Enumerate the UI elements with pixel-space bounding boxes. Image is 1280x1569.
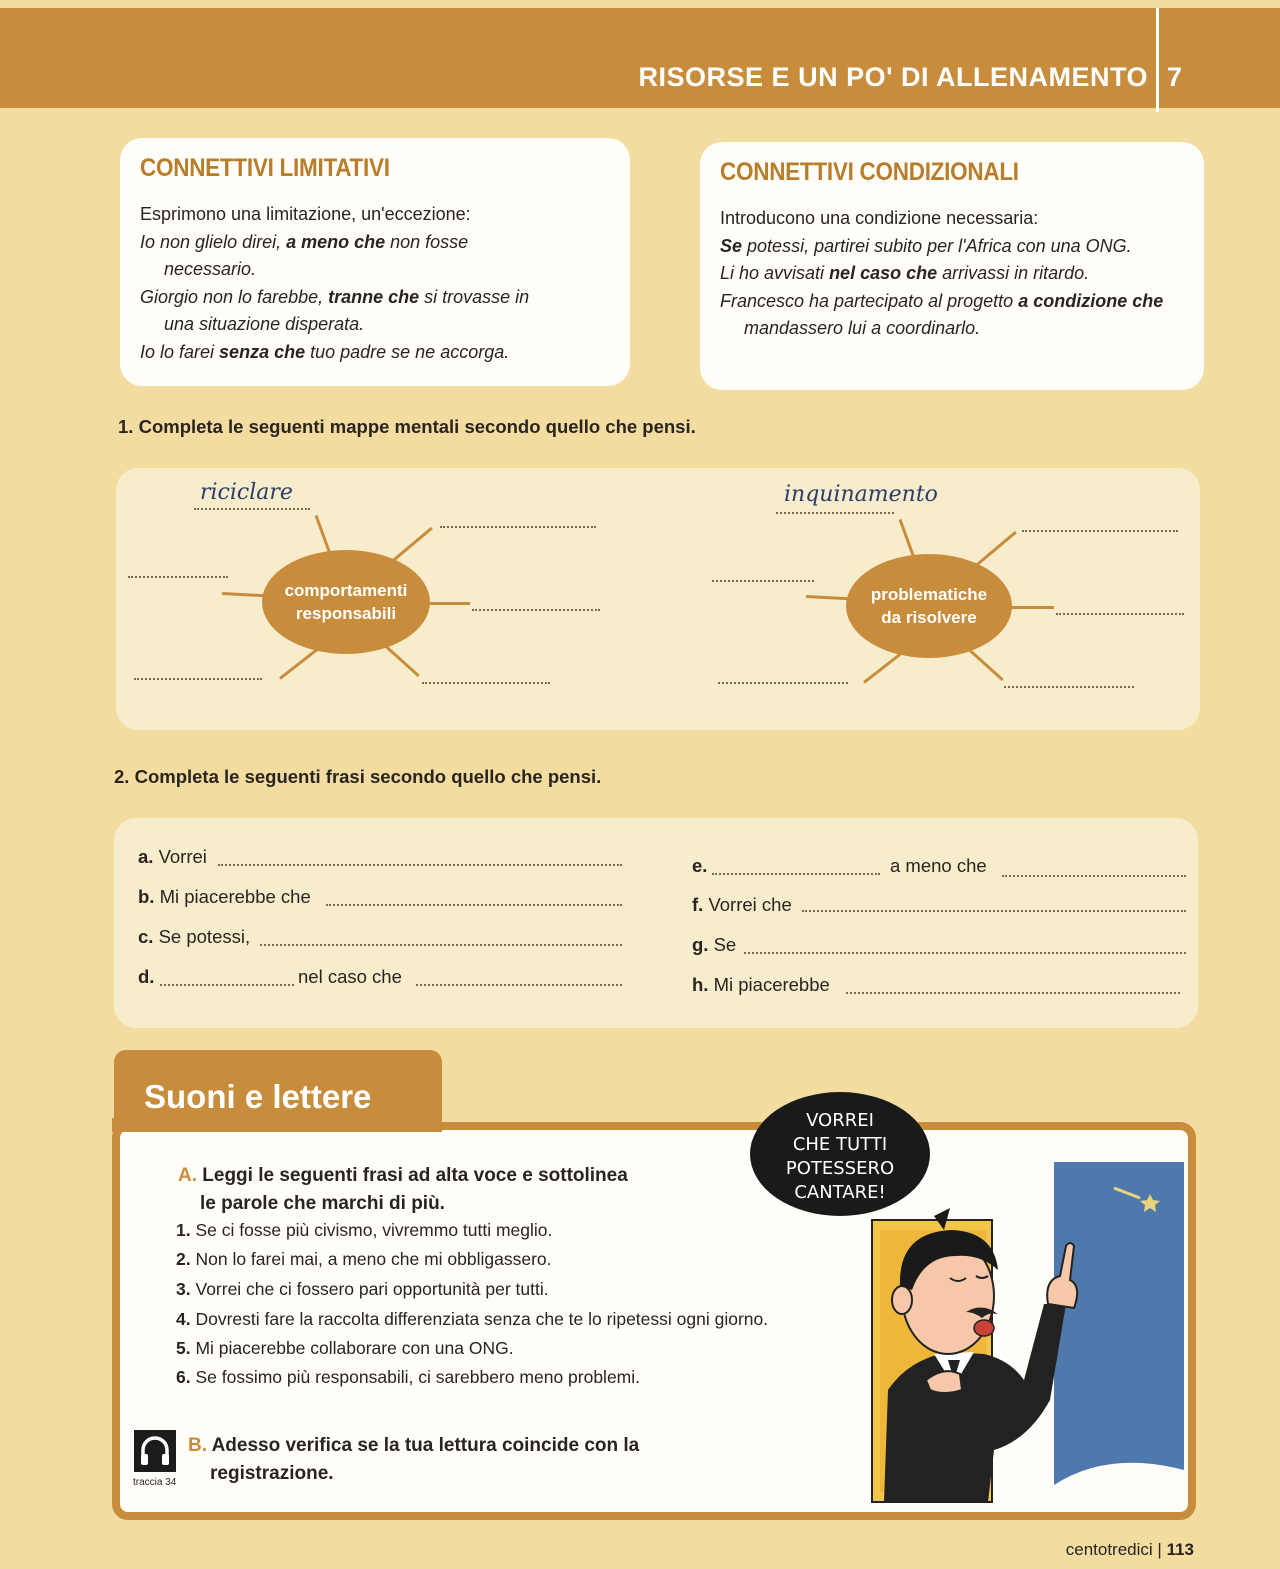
bubble-line: CANTARE!: [794, 1182, 886, 1203]
answer-line[interactable]: [416, 984, 622, 986]
answer-line[interactable]: [1056, 613, 1184, 615]
box-body: [720, 205, 1184, 343]
box-connettivi-limitativi: [120, 138, 630, 386]
box-intro: Esprimono una limitazione, un'eccezione:: [140, 204, 471, 224]
page-footer: centotredici | 113: [1065, 1540, 1194, 1559]
answer-line[interactable]: [802, 910, 1186, 912]
bubble-line: VORREI: [806, 1110, 874, 1131]
example-line: Francesco ha partecipato al progetto a condizione che: [720, 290, 1164, 311]
unit-number: 7: [1167, 62, 1183, 92]
box-title: CONNETTIVI LIMITATIVI: [140, 154, 390, 182]
sentence-connector: nel caso che: [298, 966, 402, 987]
answer-line[interactable]: [134, 678, 262, 680]
answer-line[interactable]: [776, 512, 894, 514]
sentence-item: e.: [692, 855, 708, 876]
answer-line[interactable]: [194, 508, 310, 510]
example-line: Io lo farei senza che tuo padre se ne accorga.: [140, 341, 510, 362]
section-title: RISORSE E UN PO' DI ALLENAMENTO: [638, 62, 1148, 92]
sentence-connector: a meno che: [890, 855, 987, 876]
list-item: 3. Vorrei che ci fossero pari opportunità per tutti.: [176, 1279, 549, 1299]
example-line: Se potessi, partirei subito per l'Africa con una ONG.: [720, 235, 1132, 256]
box-intro: Introducono una condizione necessaria:: [720, 208, 1039, 228]
exercise-2-heading: 2. Completa le seguenti frasi secondo quello che pensi.: [114, 766, 602, 787]
instruction-a: A. Leggi le seguenti frasi ad alta voce e sottolinea le parole che marchi di più.: [178, 1165, 628, 1214]
sentence-item: h. Mi piacerebbe: [692, 974, 830, 995]
list-item: 4. Dovresti fare la raccolta differenziata senza che te lo ripetessi ogni giorno.: [176, 1309, 769, 1329]
map-center-node: comportamenti responsabili: [262, 550, 430, 654]
bubble-line: POTESSERO: [785, 1158, 895, 1179]
example-line: una situazione disperata.: [164, 314, 365, 334]
answer-line[interactable]: [1004, 686, 1134, 688]
answer-line[interactable]: [846, 992, 1180, 994]
box-connettivi-condizionali: [700, 142, 1204, 390]
bubble-line: CHE TUTTI: [792, 1134, 888, 1155]
exercise-1-heading: 1. Completa le seguenti mappe mentali secondo quello che pensi.: [118, 416, 696, 437]
answer-line[interactable]: [160, 984, 294, 986]
answer-line[interactable]: [712, 580, 814, 582]
sentences-panel: [114, 818, 1198, 1028]
answer-line[interactable]: [128, 576, 228, 578]
list-item: 2. Non lo farei mai, a meno che mi obbligassero.: [176, 1249, 552, 1269]
answer-line[interactable]: [260, 944, 622, 946]
box-title: CONNETTIVI CONDIZIONALI: [720, 158, 1019, 186]
answer-line[interactable]: [1002, 875, 1186, 877]
example-line: Io non glielo direi, a meno che non fosse: [140, 231, 469, 252]
list-item: 6. Se fossimo più responsabili, ci sarebbero meno problemi.: [176, 1367, 641, 1387]
answer-line[interactable]: [440, 526, 596, 528]
header-band: [0, 8, 1280, 108]
example-line: mandassero lui a coordinarlo.: [744, 318, 981, 338]
sentence-item: d.: [138, 966, 155, 987]
sentence-item: b. Mi piacerebbe che: [138, 886, 311, 907]
handwritten-answer: riciclare: [200, 480, 293, 505]
sentence-item: g. Se: [692, 934, 737, 955]
handwritten-answer: inquinamento: [784, 482, 938, 507]
map-center-node: problematiche da risolvere: [846, 554, 1012, 658]
answer-line[interactable]: [712, 873, 880, 875]
example-line: Giorgio non lo farebbe, tranne che si trovasse in: [140, 286, 530, 307]
sentence-item: a. Vorrei: [138, 846, 207, 867]
list-item: 5. Mi piacerebbe collaborare con una ONG.: [176, 1338, 514, 1358]
box-body: [140, 201, 610, 366]
audio-track-label: traccia 34: [133, 1477, 177, 1488]
answer-line[interactable]: [218, 864, 622, 866]
singing-man-illustration: [748, 1090, 1193, 1515]
answer-line[interactable]: [326, 904, 622, 906]
sentence-item: c. Se potessi,: [138, 926, 251, 947]
example-line: necessario.: [164, 259, 257, 279]
header-divider: [1156, 8, 1159, 112]
example-line: Li ho avvisati nel caso che arrivassi in ritardo.: [720, 263, 1090, 283]
list-item: 1. Se ci fosse più civismo, vivremmo tutti meglio.: [176, 1220, 553, 1240]
answer-line[interactable]: [744, 952, 1186, 954]
answer-line[interactable]: [472, 609, 600, 611]
answer-line[interactable]: [718, 682, 848, 684]
suoni-title: Suoni e lettere: [114, 1050, 442, 1128]
sentence-item: f. Vorrei che: [692, 894, 792, 915]
answer-line[interactable]: [422, 682, 550, 684]
answer-line[interactable]: [1022, 530, 1178, 532]
headphones-icon[interactable]: [134, 1430, 176, 1472]
instruction-b: B. Adesso verifica se la tua lettura coincide con la registrazione.: [188, 1435, 640, 1484]
